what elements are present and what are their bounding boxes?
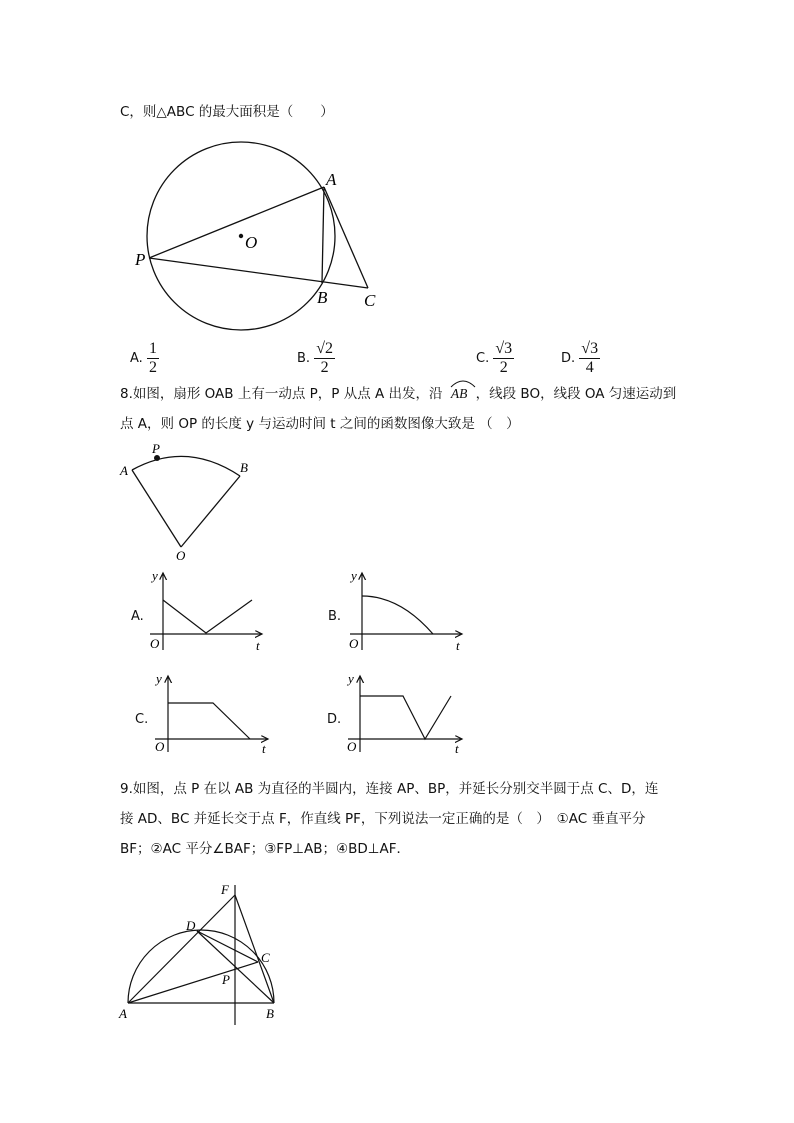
option-letter: D. (561, 351, 576, 366)
segment-bf (235, 895, 274, 1003)
label-f: F (221, 882, 229, 897)
q9-line1: 9.如图，点 P 在以 AB 为直径的半圆内，连接 AP、BP，并延长分别交半圆于点 C、D，连 (120, 781, 659, 797)
q7-option-a[interactable] (130, 340, 159, 377)
axis-label-t: t (256, 638, 260, 653)
q7-option-d[interactable] (561, 340, 600, 377)
option-fraction: $\frac{√3}{4}$ (581, 340, 599, 376)
segment-oa (132, 470, 181, 547)
q9-line2: 接 AD、BC 并延长交于点 F，作直线 PF，下列说法一定正确的是（ ） ①AC 垂直平分 (120, 811, 646, 827)
q8-line1 (120, 385, 676, 403)
label-a: A (120, 463, 128, 478)
q8-option-d[interactable]: D. (327, 712, 342, 727)
axis-label-t: t (455, 741, 459, 756)
segment-af (128, 895, 235, 1003)
graph-curve (362, 596, 433, 634)
origin-label: O (349, 636, 359, 651)
q9-semicircle-figure (115, 878, 290, 1023)
axis-label-t: t (456, 638, 460, 653)
sector-arc (132, 456, 240, 476)
q7-stem: C，则△ABC 的最大面积是（ ） (120, 104, 334, 120)
arc-ab-symbol: AB (451, 385, 468, 403)
segment-pa (149, 187, 324, 258)
q8-graph-c[interactable] (150, 668, 275, 758)
graph-curve (360, 696, 451, 739)
q8-option-c[interactable]: C. (135, 712, 149, 727)
label-c: C (261, 950, 270, 965)
option-fraction: $\frac{√3}{2}$ (495, 340, 513, 376)
label-c: C (364, 291, 376, 310)
label-o: O (176, 548, 186, 563)
option-letter: A. (130, 351, 143, 366)
option-letter: B. (297, 351, 311, 366)
segment-pc (149, 258, 368, 288)
label-b: B (266, 1006, 274, 1021)
q9-line3: BF；②AC 平分∠BAF；③FP⊥AB；④BD⊥AF． (120, 841, 410, 857)
origin-label: O (347, 739, 357, 754)
q8-line2: 点 A，则 OP 的长度 y 与运动时间 t 之间的函数图像大致是 （ ） (120, 416, 520, 432)
q8-sector-figure (115, 440, 260, 565)
label-p: P (135, 250, 146, 269)
axis-label-y: y (351, 568, 357, 583)
label-d: D (186, 918, 196, 933)
center-dot (239, 234, 243, 238)
q8-line1-pre: 8.如图，扇形 OAB 上有一动点 P，P 从点 A 出发，沿 (120, 386, 443, 402)
axis-label-y: y (348, 671, 354, 686)
q8-graph-d[interactable] (343, 668, 468, 758)
segment-ob (181, 476, 240, 547)
option-fraction: $\frac{√2}{2}$ (316, 340, 333, 376)
q8-option-a[interactable]: A. (131, 609, 144, 624)
graph-curve (163, 600, 252, 633)
q7-option-b[interactable] (297, 340, 335, 377)
q8-graph-a[interactable] (145, 565, 270, 655)
origin-label: O (150, 636, 160, 651)
axis-label-y: y (156, 671, 162, 686)
q8-option-b[interactable]: B. (328, 609, 342, 624)
segment-cd (197, 931, 258, 962)
label-a: A (119, 1006, 127, 1021)
segment-ab (322, 187, 324, 283)
q7-circle-figure (120, 130, 400, 350)
label-p: P (222, 972, 230, 987)
axis-label-y: y (152, 568, 158, 583)
q8-graph-b[interactable] (345, 565, 470, 655)
axis-label-t: t (262, 741, 266, 756)
label-b: B (317, 288, 328, 307)
label-p: P (152, 441, 160, 456)
q7-option-c[interactable] (476, 340, 514, 377)
label-b: B (240, 460, 248, 475)
label-a: A (326, 170, 337, 189)
origin-label: O (155, 739, 165, 754)
label-o: O (245, 233, 258, 252)
q8-line1-post: ，线段 BO，线段 OA 匀速运动到 (475, 386, 677, 402)
option-letter: C. (476, 351, 490, 366)
option-fraction: $\frac{1}{2}$ (148, 340, 157, 376)
segment-ac (324, 187, 368, 288)
graph-curve (168, 703, 250, 739)
